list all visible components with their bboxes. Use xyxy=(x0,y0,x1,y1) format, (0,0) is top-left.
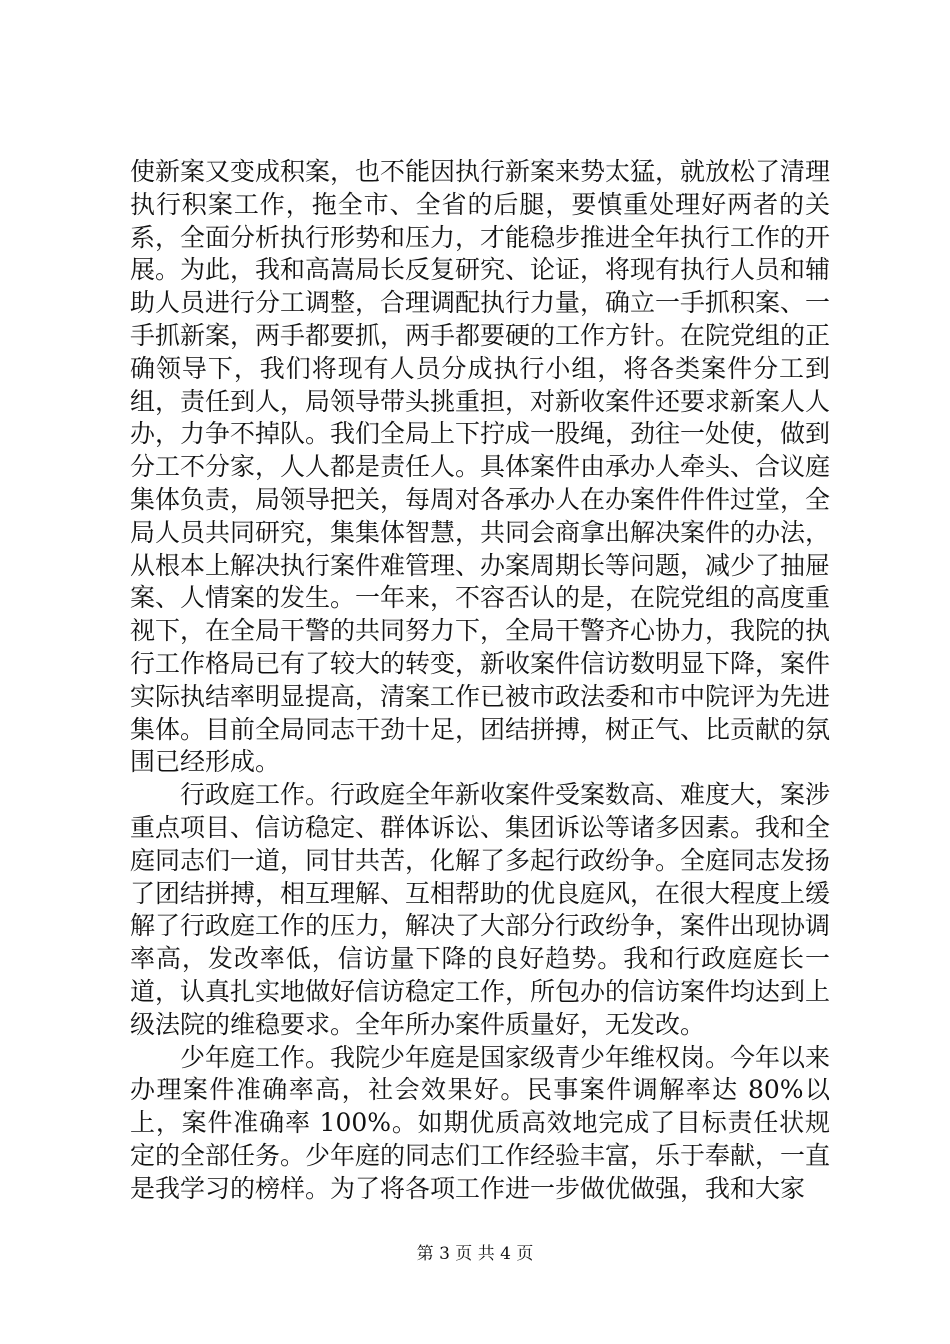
paragraph-juvenile-court: 少年庭工作。我院少年庭是国家级青少年维权岗。今年以来办理案件准确率高，社会效果好。民事案件调解率达 80%以上，案件准确率 100%。如期优质高效地完成了目标责任状规定的全部任务。少年庭的同志们工作经验丰富，乐于奉献，一直是我学习的榜样。为了将各项工作进一步做优做强，我和大家 xyxy=(130,1042,831,1203)
paragraph-administrative-court: 行政庭工作。行政庭全年新收案件受案数高、难度大，案涉重点项目、信访稳定、群体诉讼、集团诉讼等诸多因素。我和全庭同志们一道，同甘共苦，化解了多起行政纷争。全庭同志发扬了团结拼搏，相互理解、互相帮助的优良庭风，在很大程度上缓解了行政庭工作的压力，解决了大部分行政纷争，案件出现协调率高，发改率低，信访量下降的良好趋势。我和行政庭庭长一道，认真扎实地做好信访稳定工作，所包办的信访案件均达到上级法院的维稳要求。全年所办案件质量好，无发改。 xyxy=(130,780,831,1039)
document-body xyxy=(130,156,830,1206)
page-number-footer: 第 3 页 共 4 页 xyxy=(416,1244,534,1264)
paragraph-execution-work: 使新案又变成积案，也不能因执行新案来势太猛，就放松了清理执行积案工作，拖全市、全省的后腿，要慎重处理好两者的关系，全面分析执行形势和压力，才能稳步推进全年执行工作的开展。为此，我和高嵩局长反复研究、论证，将现有执行人员和辅助人员进行分工调整，合理调配执行力量，确立一手抓积案、一手抓新案，两手都要抓，两手都要硬的工作方针。在院党组的正确领导下，我们将现有人员分成执行小组，将各类案件分工到组，责任到人，局领导带头挑重担，对新收案件还要求新案人人办，力争不掉队。我们全局上下拧成一股绳，劲往一处使，做到分工不分家，人人都是责任人。具体案件由承办人牵头、合议庭集体负责，局领导把关，每周对各承办人在办案件件件过堂，全局人员共同研究，集集体智慧，共同会商拿出解决案件的办法，从根本上解决执行案件难管理、办案周期长等问题，减少了抽屉案、人情案的发生。一年来，不容否认的是，在院党组的高度重视下，在全局干警的共同努力下，全局干警齐心协力，我院的执行工作格局已有了较大的转变，新收案件信访数明显下降，案件实际执结率明显提高，清案工作已被市政法委和市中院评为先进集体。目前全局同志干劲十足，团结拼搏，树正气、比贡献的氛围已经形成。 xyxy=(130,157,831,777)
